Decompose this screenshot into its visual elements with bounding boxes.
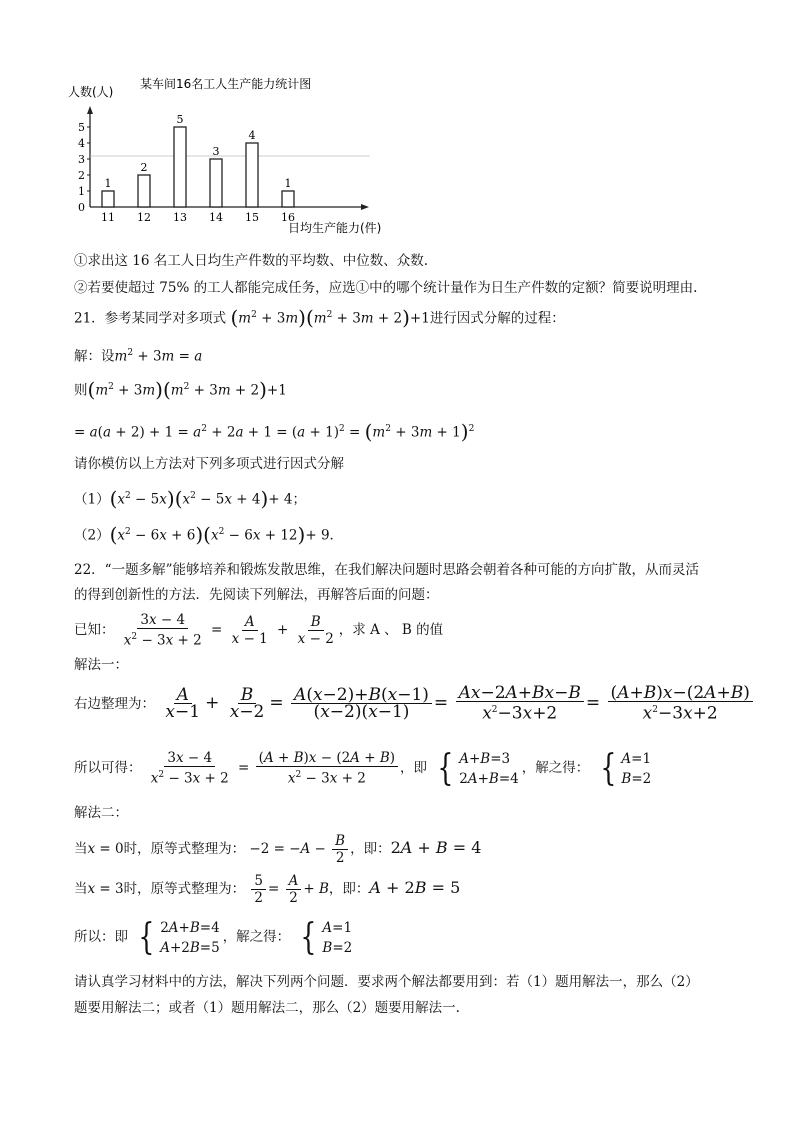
- y-axis-label: 人数(人): [68, 85, 114, 99]
- q21-imitate: 请你模仿以上方法对下列多项式进行因式分解: [74, 456, 344, 472]
- q21-then: 则: [74, 382, 88, 399]
- bar: [282, 191, 294, 207]
- q22-known-tail: ，求 A 、 B 的值: [338, 622, 444, 638]
- q22-method2-so-label: 所以：即: [74, 929, 128, 945]
- q22-method2-ie-2: ，即：: [328, 881, 370, 897]
- q22-method1-solve: ，解之得：: [521, 760, 590, 776]
- bar: [174, 127, 186, 207]
- q22-when-2: 当: [74, 881, 88, 897]
- q22-method2-line2: 当x = 3时，原等式整理为： $\frac{5}{2}$ = $\frac{A}{2}$ + B，即：A + 2B = 5: [74, 873, 461, 906]
- x-axis-arrow: [361, 204, 369, 210]
- q21-problem-2: $(2)(x^2 - 6x + 6)(x^2 - 6x + 12)+ 9$．: [74, 522, 344, 547]
- y-tick-label: 3: [78, 153, 85, 166]
- q21-p1-label: （1）: [74, 491, 110, 508]
- q21-solution-label: 解：设: [74, 348, 115, 365]
- y-tick-label: 0: [78, 201, 85, 214]
- x-axis-label: 日均生产能力(件): [288, 221, 382, 235]
- q21-problem-1: $(1)(x^2 - 5x)(x^2 - 5x + 4)+ 4$；: [74, 486, 306, 511]
- q21-derivation: = $a(a + 2) + 1 = a^2 + 2a + 1 = (a + 1)^2 = (m^2 + 3m + 1)^2$: [74, 419, 475, 444]
- q22-intro-2: 的得到创新性的方法．先阅读下列解法，再解答后面的问题：: [74, 587, 439, 603]
- q22-method2-line1-text: 时，原等式整理为：: [123, 841, 246, 857]
- bar-value-label: 3: [212, 145, 220, 158]
- x-tick-label: 11: [101, 211, 115, 224]
- bar-value-label: 1: [104, 177, 112, 190]
- q21-then-line: 则$(m^2 + 3m)(m^2 + 3m + 2)+1$: [74, 377, 287, 402]
- q22-intro-1: 22．“一题多解”能够培养和锻炼发散思维，在我们解决问题时思路会朝着各种可能的方向扩散，从而灵活: [74, 562, 699, 578]
- bar-value-label: 2: [140, 161, 148, 174]
- q22-method2-so: 所以：即 { 2A+B=4 A+2B=5 ，解之得： { A=1 B=2: [74, 916, 353, 958]
- q21-p2-label: （2）: [74, 527, 110, 544]
- q22-method1-right: 右边整理为： $\frac{A}{x-1}$ + $\frac{B}{x-2}$ = $\frac{A(x-2)+B(x-1)}{(x-2)(x-1)}$ = $\frac{Ax-2A+Bx-B}{x^2-3x+2}$ = $\frac{(A+B)x-(2A+B)}{x^2-3x+2}$: [74, 683, 755, 724]
- q20-part2: ②若要使超过 75% 的工人都能完成任务，应选①中的哪个统计量作为日生产件数的定额？简要说明理由.: [74, 280, 698, 296]
- x-tick-label: 15: [245, 211, 259, 224]
- q22-task-1: 请认真学习材料中的方法，解决下列两个问题．要求两个解法都要用到：若（1）题用解法一，那么（2）: [74, 974, 699, 990]
- q22-method1-so-label: 所以可得：: [74, 760, 142, 776]
- x-tick-label: 14: [209, 211, 223, 224]
- q21-intro-text: 21．参考某同学对多项式: [74, 310, 227, 327]
- bar: [138, 175, 150, 207]
- bar-chart: [60, 70, 390, 240]
- q22-method2-line2-text: 时，原等式整理为：: [123, 881, 246, 897]
- q22-method2-line1: 当x = 0时，原等式整理为： −2 = −A − $\frac{B}{2}$ ，即：2A + B = 4: [74, 833, 482, 866]
- q22-when-1: 当: [74, 841, 88, 857]
- q22-method1-right-label: 右边整理为：: [74, 696, 155, 712]
- x-tick-label: 16: [281, 211, 295, 224]
- x-tick-label: 13: [173, 211, 187, 224]
- bar-value-label: 4: [248, 129, 256, 142]
- q21-intro: 21．参考某同学对多项式 $(m^2 + 3m)(m^2 + 3m + 2)+1$进行因式分解的过程：: [74, 305, 565, 330]
- bar: [102, 191, 114, 207]
- bar: [210, 159, 222, 207]
- y-tick-label: 4: [78, 137, 85, 150]
- y-tick-label: 1: [78, 185, 85, 198]
- bar: [246, 143, 258, 207]
- q22-method1-ie: ，即: [400, 760, 428, 776]
- chart-title: 某车间16名工人生产能力统计图: [140, 77, 312, 91]
- q21-solution-let: 解：设$m^2 + 3m = a$: [74, 348, 203, 365]
- q22-method2-ie-1: ，即：: [350, 841, 391, 857]
- q22-known: 已知： $\frac{3x - 4}{x^2 - 3x + 2}$ = $\frac{A}{x - 1}$ + $\frac{B}{x - 2}$ ，求 A 、 B 的值: [74, 612, 444, 649]
- q22-method1-so: 所以可得： $\frac{3x - 4}{x^2 - 3x + 2}$ = $\frac{(A + B)x - (2A + B)}{x^2 - 3x + 2}$ ，即 { A+B=3 2A+B=4 ，解之得： { A=1 B=2: [74, 747, 652, 789]
- q20-part1: ①求出这 16 名工人日均生产件数的平均数、中位数、众数.: [74, 253, 429, 269]
- q22-method1-label: 解法一：: [74, 657, 128, 673]
- bar-value-label: 5: [176, 113, 184, 126]
- bar-value-label: 1: [284, 177, 292, 190]
- y-tick-label: 2: [78, 169, 85, 182]
- q22-method2-solve: ，解之得：: [222, 929, 291, 945]
- q22-method2-label: 解法二：: [74, 805, 128, 821]
- y-tick-label: 5: [78, 121, 85, 134]
- x-tick-label: 12: [137, 211, 151, 224]
- q22-known-label: 已知：: [74, 622, 115, 638]
- q22-task-2: 题要用解法二；或者（1）题用解法二，那么（2）题要用解法一.: [74, 1000, 460, 1016]
- y-axis-arrow: [87, 106, 93, 114]
- q21-intro-tail: 进行因式分解的过程：: [429, 310, 565, 327]
